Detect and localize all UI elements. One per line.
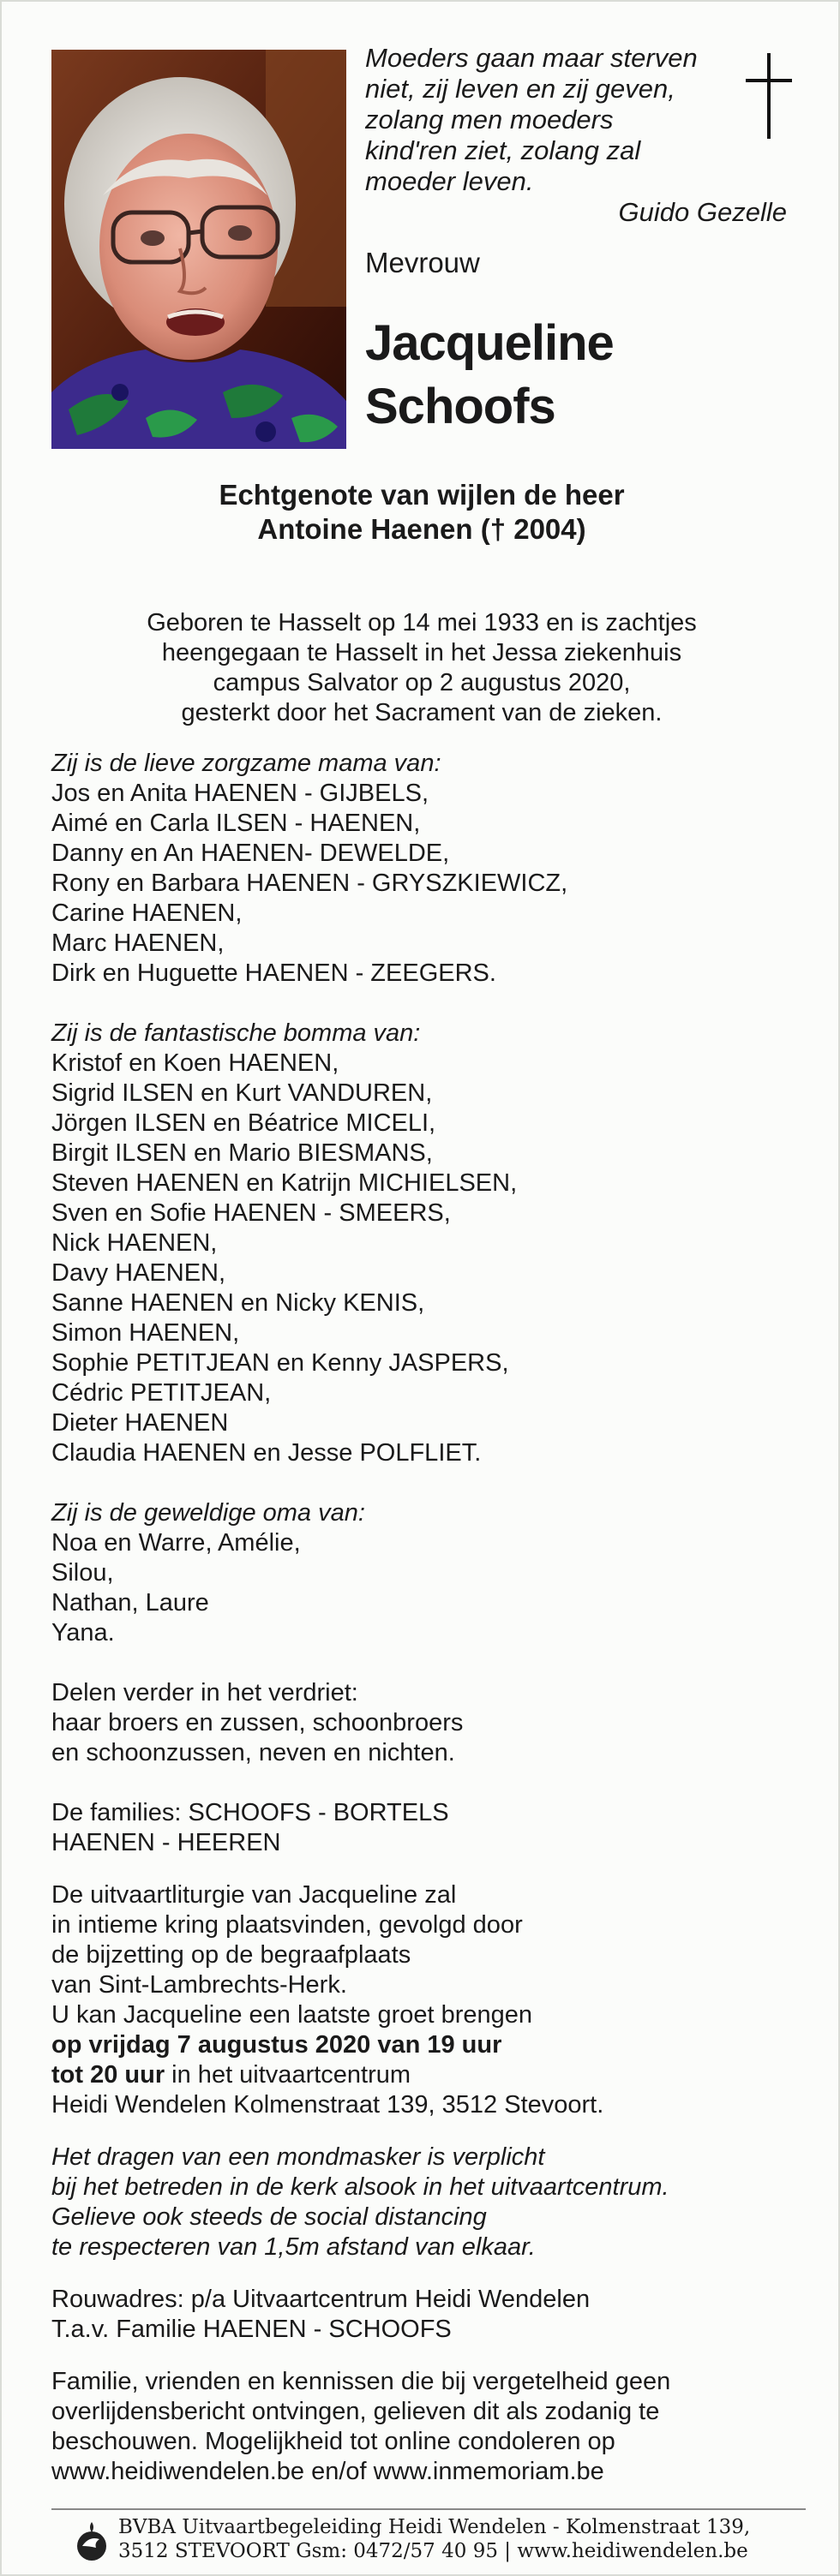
grief-line: haar broers en zussen, schoonbroers xyxy=(51,1709,464,1736)
grandchild-entry: Sanne HAENEN en Nicky KENIS, xyxy=(51,1289,425,1317)
last-name: Schoofs xyxy=(365,379,555,434)
grandchild-entry: Claudia HAENEN en Jesse POLFLIET. xyxy=(51,1439,482,1467)
grandchild-entry: Sophie PETITJEAN en Kenny JASPERS, xyxy=(51,1349,509,1377)
birth-line: campus Salvator op 2 augustus 2020, xyxy=(213,669,631,696)
families-line: HAENEN - HEEREN xyxy=(51,1829,281,1856)
grandchild-entry: Cédric PETITJEAN, xyxy=(51,1379,272,1407)
poem-line: Moeders gaan maar sterven xyxy=(365,43,698,73)
poem-line: zolang men moeders xyxy=(365,105,614,134)
child-entry: Rony en Barbara HAENEN - GRYSZKIEWICZ, xyxy=(51,870,568,897)
closing-links: www.heidiwendelen.be en/of www.inmemoriam.be xyxy=(51,2458,604,2485)
footer-contact-line: 3512 STEVOORT Gsm: 0472/57 40 95 | www.heidiwendelen.be xyxy=(118,2540,748,2562)
birth-line: Geboren te Hasselt op 14 mei 1933 en is zachtjes xyxy=(147,609,697,637)
honorific: Mevrouw xyxy=(365,247,480,278)
great-grandchild-entry: Noa en Warre, Amélie, xyxy=(51,1529,301,1557)
mask-notice-line: bij het betreden in de kerk alsook in het uitvaartcentrum. xyxy=(51,2173,669,2201)
grandchild-entry: Sigrid ILSEN en Kurt VANDUREN, xyxy=(51,1079,433,1107)
spouse-line: Antoine Haenen († 2004) xyxy=(257,513,586,545)
memorial-poem xyxy=(365,43,787,227)
ceremony-line: de bijzetting op de begraafplaats xyxy=(51,1941,411,1969)
grandchild-entry: Kristof en Koen HAENEN, xyxy=(51,1049,339,1077)
deceased-name xyxy=(365,312,614,439)
great-grandchild-entry: Yana. xyxy=(51,1619,115,1647)
grandchild-entry: Dieter HAENEN xyxy=(51,1409,229,1437)
mask-notice-line: te respecteren van 1,5m afstand van elkaar. xyxy=(51,2233,536,2261)
dove-logo-icon xyxy=(74,2520,110,2561)
obituary-body xyxy=(51,749,806,2487)
grandchild-entry: Steven HAENEN en Katrijn MICHIELSEN, xyxy=(51,1169,518,1197)
visitation-location: in het uitvaartcentrum xyxy=(165,2061,411,2089)
ceremony-line: in intieme kring plaatsvinden, gevolgd door xyxy=(51,1911,523,1939)
funeral-home-address: Heidi Wendelen Kolmenstraat 139, 3512 Stevoort. xyxy=(51,2091,604,2119)
ceremony-line: van Sint-Lambrechts-Herk. xyxy=(51,1971,347,1999)
closing-line: beschouwen. Mogelijkheid tot online condoleren op xyxy=(51,2428,615,2455)
child-entry: Dirk en Huguette HAENEN - ZEEGERS. xyxy=(51,959,496,987)
families-line: De families: SCHOOFS - BORTELS xyxy=(51,1799,449,1826)
footer-divider xyxy=(51,2508,806,2510)
poem-line: niet, zij leven en zij geven, xyxy=(365,74,675,104)
child-entry: Danny en An HAENEN- DEWELDE, xyxy=(51,840,450,867)
child-entry: Carine HAENEN, xyxy=(51,900,243,927)
first-name: Jacqueline xyxy=(365,315,614,371)
footer-text xyxy=(118,2515,750,2563)
portrait-photo xyxy=(51,50,346,449)
visitation-date: op vrijdag 7 augustus 2020 van 19 uur xyxy=(51,2031,502,2059)
mourning-address-line: T.a.v. Familie HAENEN - SCHOOFS xyxy=(51,2316,452,2343)
grief-line: en schoonzussen, neven en nichten. xyxy=(51,1739,455,1766)
great-grandchild-entry: Nathan, Laure xyxy=(51,1589,209,1617)
visitation-end-time: tot 20 uur xyxy=(51,2061,165,2089)
poem-line: moeder leven. xyxy=(365,166,534,196)
poem-line: kind'ren ziet, zolang zal xyxy=(365,135,641,165)
grandchild-entry: Simon HAENEN, xyxy=(51,1319,240,1347)
great-grandchild-entry: Silou, xyxy=(51,1559,114,1587)
spouse-notice xyxy=(2,478,840,547)
closing-line: Familie, vrienden en kennissen die bij vergetelheid geen xyxy=(51,2368,671,2395)
birth-line: gesterkt door het Sacrament van de zieken. xyxy=(181,699,663,726)
footer-company-line: BVBA Uitvaartbegeleiding Heidi Wendelen - Kolmenstraat 139, xyxy=(118,2516,751,2538)
ceremony-line: De uitvaartliturgie van Jacqueline zal xyxy=(51,1881,457,1909)
child-entry: Marc HAENEN, xyxy=(51,929,225,957)
grandchild-entry: Sven en Sofie HAENEN - SMEERS, xyxy=(51,1199,451,1227)
child-entry: Jos en Anita HAENEN - GIJBELS, xyxy=(51,780,429,807)
grandchild-entry: Birgit ILSEN en Mario BIESMANS, xyxy=(51,1139,433,1167)
birth-death-notice xyxy=(2,608,840,728)
ceremony-line: U kan Jacqueline een laatste groet brengen xyxy=(51,2001,533,2029)
mask-notice-line: Gelieve ook steeds de social distancing xyxy=(51,2203,487,2231)
grandchild-entry: Davy HAENEN, xyxy=(51,1259,226,1287)
mask-notice-line: Het dragen van een mondmasker is verplicht xyxy=(51,2143,545,2171)
children-heading: Zij is de lieve zorgzame mama van: xyxy=(51,750,441,777)
grief-line: Delen verder in het verdriet: xyxy=(51,1679,358,1706)
cross-icon xyxy=(746,53,792,139)
child-entry: Aimé en Carla ILSEN - HAENEN, xyxy=(51,810,421,837)
great-grandchildren-heading: Zij is de geweldige oma van: xyxy=(51,1499,365,1527)
poem-author: Guido Gezelle xyxy=(618,197,787,227)
grandchildren-heading: Zij is de fantastische bomma van: xyxy=(51,1019,421,1047)
birth-line: heengegaan te Hasselt in het Jessa ziekenhuis xyxy=(161,639,682,666)
mourning-address-line: Rouwadres: p/a Uitvaartcentrum Heidi Wendelen xyxy=(51,2286,591,2313)
closing-line: overlijdensbericht ontvingen, gelieven dit als zodanig te xyxy=(51,2398,660,2425)
grandchild-entry: Jörgen ILSEN en Béatrice MICELI, xyxy=(51,1109,436,1137)
spouse-line: Echtgenote van wijlen de heer xyxy=(219,479,625,511)
visitation-time-line xyxy=(51,2060,806,2090)
grandchild-entry: Nick HAENEN, xyxy=(51,1229,218,1257)
